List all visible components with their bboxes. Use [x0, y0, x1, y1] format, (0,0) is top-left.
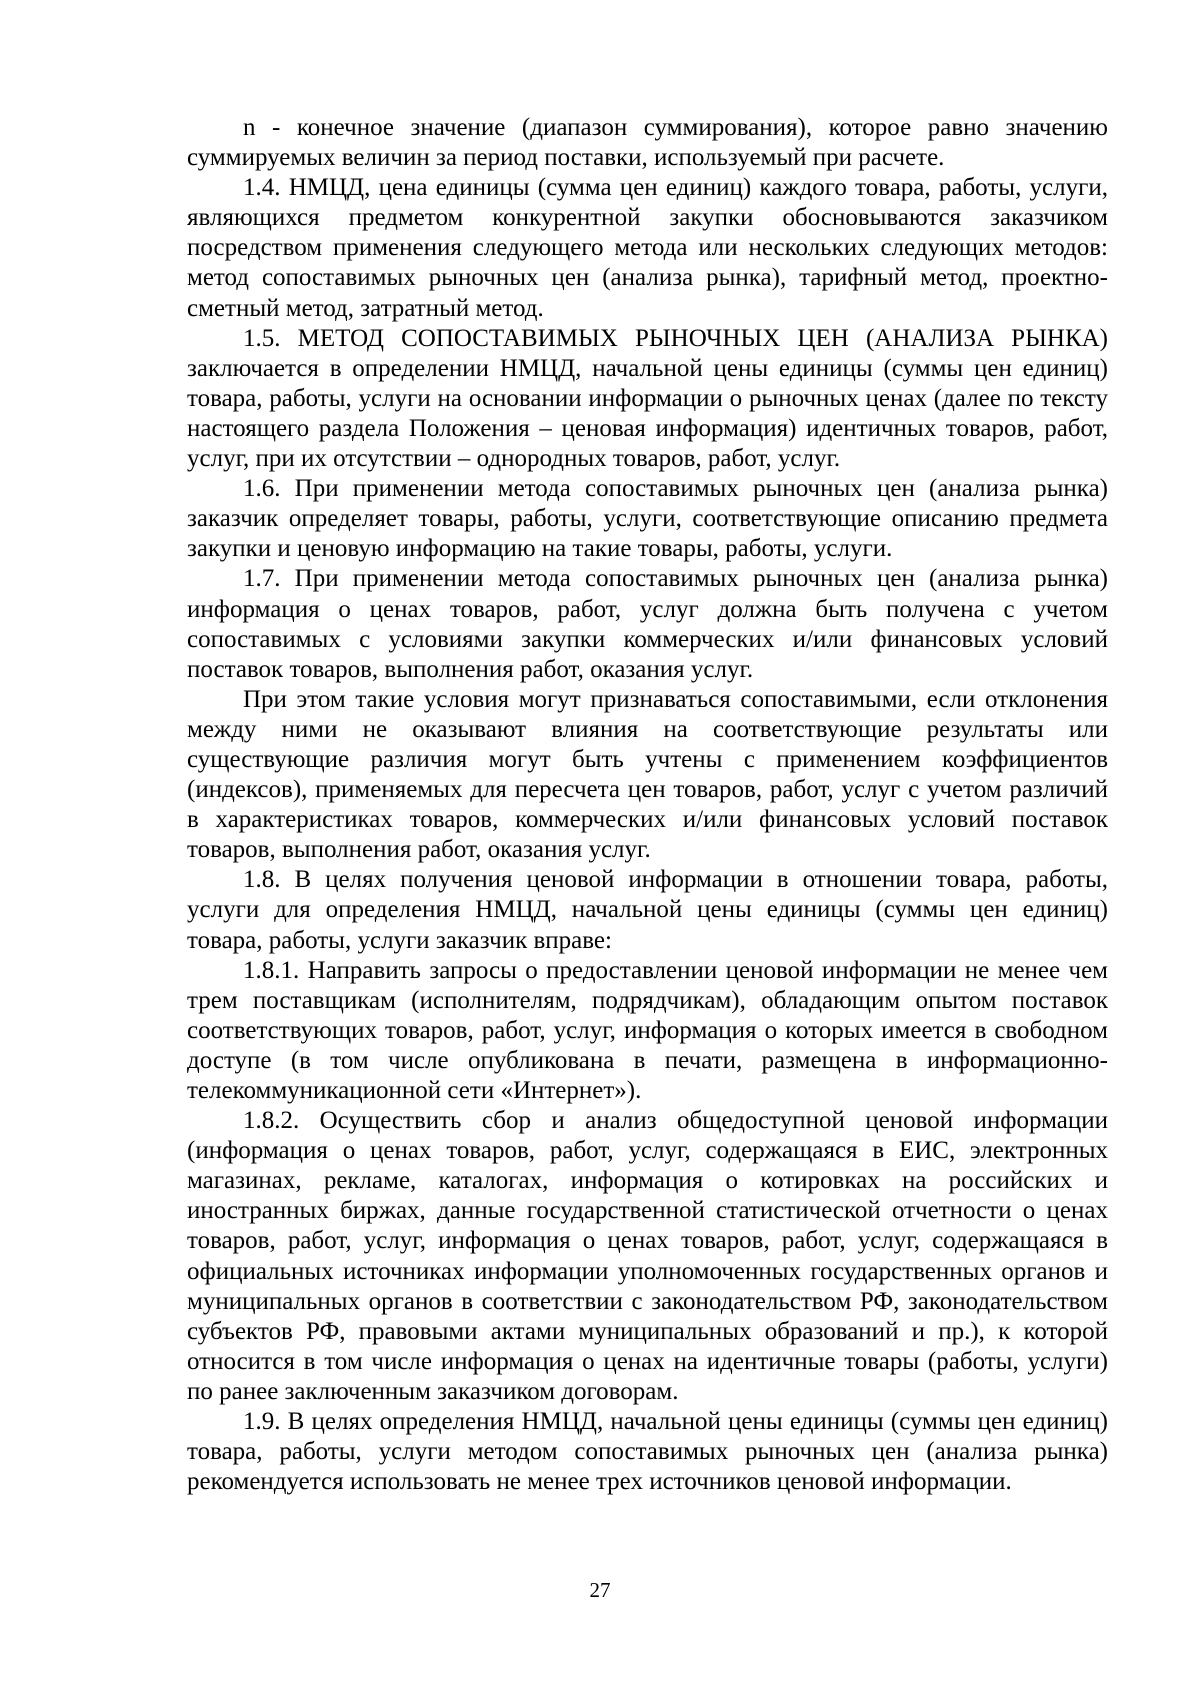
paragraph-1-8-1: 1.8.1. Направить запросы о предоставлении ценовой информации не менее чем трем поставщикам (исполнителям, подрядчикам), обладающим опытом поставок соответствующих товаров, работ, услуг, информация о которых имеется в свободном доступе (в том числе опубликована в печати, размещена в информационно-телекоммуникационной сети «Интернет»). [187, 956, 1108, 1104]
paragraph-1-4: 1.4. НМЦД, цена единицы (сумма цен единиц) каждого товара, работы, услуги, являющихся предметом конкурентной закупки обосновываются заказчиком посредством применения следующего метода или нескольких следующих методов: метод сопоставимых рыночных цен (анализа рынка), тарифный метод, проектно-сметный метод, затратный метод. [187, 174, 1108, 322]
paragraph-1-7-continued: При этом такие условия могут признаваться сопоставимыми, если отклонения между ними не оказывают влияния на соответствующие результаты или существующие различия могут быть учтены с применением коэффициентов (индексов), применяемых для пересчета цен товаров, работ, услуг с учетом различий в характеристиках товаров, коммерческих и/или финансовых условий поставок товаров, выполнения работ, оказания услуг. [187, 685, 1108, 864]
paragraph-summation-range: n - конечное значение (диапазон суммирования), которое равно значению суммируемых величин за период поставки, используемый при расчете. [187, 114, 1108, 172]
paragraph-1-5: 1.5. МЕТОД СОПОСТАВИМЫХ РЫНОЧНЫХ ЦЕН (АНАЛИЗА РЫНКА) заключается в определении НМЦД, начальной цены единицы (суммы цен единиц) товара, работы, услуги на основании информации о рыночных ценах (далее по тексту настоящего раздела Положения – ценовая информация) идентичных товаров, работ, услуг, при их отсутствии – однородных товаров, работ, услуг. [187, 324, 1108, 473]
paragraph-1-8-2: 1.8.2. Осуществить сбор и анализ общедоступной ценовой информации (информация о ценах товаров, работ, услуг, содержащаяся в ЕИС, электронных магазинах, рекламе, каталогах, информация о котировках на российских и иностранных биржах, данные государственной статистической отчетности о ценах товаров, работ, услуг, информация о ценах товаров, работ, услуг, содержащаяся в официальных источниках информации уполномоченных государственных органов и муниципальных органов в соответствии с законодательством РФ, законодательством субъектов РФ, правовыми актами муниципальных образований и пр.), к которой относится в том числе информация о ценах на идентичные товары (работы, услуги) по ранее заключенным заказчиком договорам. [187, 1107, 1108, 1405]
paragraph-1-6: 1.6. При применении метода сопоставимых рыночных цен (анализа рынка) заказчик определяет товары, работы, услуги, соответствующие описанию предмета закупки и ценовую информацию на такие товары, работы, услуги. [187, 475, 1108, 563]
paragraph-1-8: 1.8. В целях получения ценовой информации в отношении товара, работы, услуги для определения НМЦД, начальной цены единицы (суммы цен единиц) товара, работы, услуги заказчик вправе: [187, 866, 1108, 954]
document-body [187, 113, 1108, 1497]
paragraph-1-9: 1.9. В целях определения НМЦД, начальной цены единицы (суммы цен единиц) товара, работы, услуги методом сопоставимых рыночных цен (анализа рынка) рекомендуется использовать не менее трех источников ценовой информации. [187, 1408, 1108, 1496]
page-number: 27 [589, 1578, 611, 1602]
paragraph-1-7: 1.7. При применении метода сопоставимых рыночных цен (анализа рынка) информация о ценах товаров, работ, услуг должна быть получена с учетом сопоставимых с условиями закупки коммерческих и/или финансовых условий поставок товаров, выполнения работ, оказания услуг. [187, 565, 1108, 683]
